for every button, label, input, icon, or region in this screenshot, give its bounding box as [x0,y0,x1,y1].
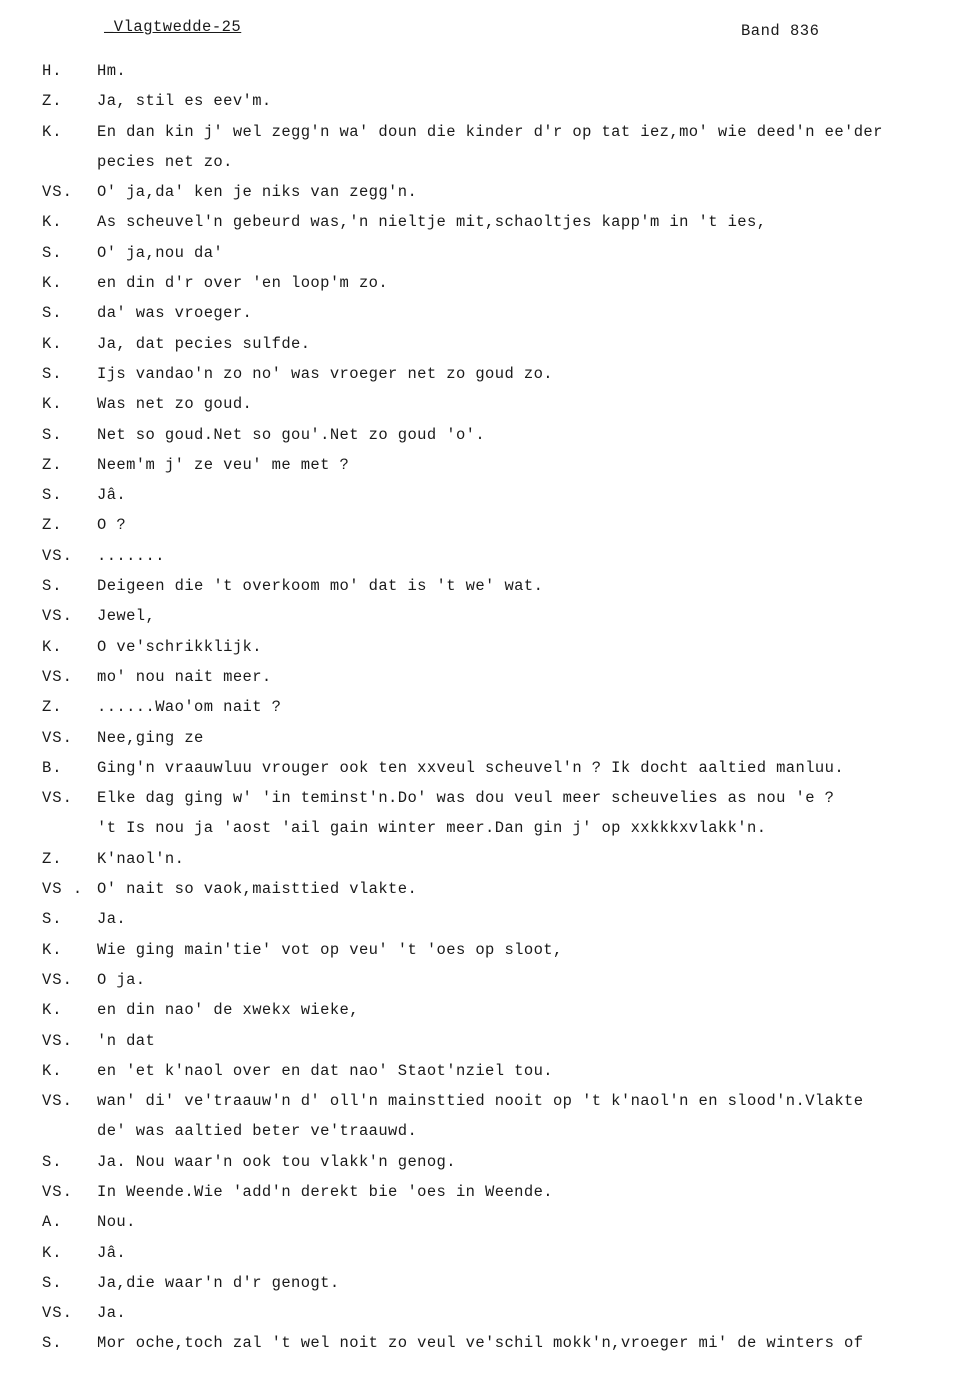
speaker-label: Z. [42,849,63,868]
band-number: Band 836 [741,22,820,40]
speaker-label: Z. [42,92,63,111]
utterance-text: Wie ging main'tie' vot op veu' 't 'oes op sloot, [97,940,563,959]
speaker-label: Z. [42,698,63,717]
speaker-label: VS. [42,607,73,626]
speaker-label: VS. [42,789,73,808]
utterance-text: Ja. Nou waar'n ook tou vlakk'n genog. [97,1152,456,1171]
transcript-line [0,1298,966,1328]
speaker-label: S. [42,577,63,596]
transcript-line [0,117,966,147]
utterance-text: Jâ. [97,486,127,505]
utterance-text: wan' di' ve'traauw'n d' oll'n mainsttied nooit op 't k'naol'n en slood'n.Vlakte [97,1092,864,1111]
speaker-label: VS. [42,1092,73,1111]
speaker-label: K. [42,1001,63,1020]
transcript-line [0,389,966,419]
utterance-text: Nou. [97,1213,136,1232]
transcript-line [0,1056,966,1086]
transcript-line [0,420,966,450]
transcript-line [0,207,966,237]
transcript-line [0,238,966,268]
transcript-line [0,995,966,1025]
transcript-line [0,1086,966,1116]
utterance-text: O' ja,da' ken je niks van zegg'n. [97,183,418,202]
transcript-line [0,874,966,904]
utterance-text: Ja, stil es eev'm. [97,92,272,111]
utterance-text: Ja, dat pecies sulfde. [97,334,311,353]
speaker-label: S. [42,364,63,383]
transcript-line [0,1268,966,1298]
transcript-line [0,541,966,571]
utterance-text: da' was vroeger. [97,304,253,323]
utterance-text: In Weende.Wie 'add'n derekt bie 'oes in Weende. [97,1182,553,1201]
transcript-line [0,723,966,753]
speaker-label: VS. [42,728,73,747]
transcript-line [0,359,966,389]
transcript-line [0,753,966,783]
utterance-text: Ja. [97,1304,127,1323]
speaker-label: VS. [42,970,73,989]
utterance-text: Net so goud.Net so gou'.Net zo goud 'o'. [97,425,486,444]
speaker-label: H. [42,62,63,80]
utterance-text: O ve'schrikklijk. [97,637,262,656]
speaker-label: S. [42,1273,63,1292]
speaker-label: K. [42,395,63,414]
utterance-text: 'n dat [97,1031,156,1050]
utterance-text: Deigeen die 't overkoom mo' dat is 't we' wat. [97,577,544,596]
transcript-line [0,510,966,540]
utterance-text: ......Wao'om nait ? [97,698,282,717]
transcript-line [0,965,966,995]
transcript-line [0,1207,966,1237]
transcript-body [0,56,966,1359]
utterance-text: Mor oche,toch zal 't wel noit zo veul ve'schil mokk'n,vroeger mi' de winters of [97,1334,864,1353]
speaker-label: VS. [42,1031,73,1050]
utterance-text: As scheuvel'n gebeurd was,'n nieltje mit,schaoltjes kapp'm in 't ies, [97,213,767,232]
document-title: _Vlagtwedde-25 [104,18,242,36]
utterance-text: Nee,ging ze [97,728,204,747]
utterance-text: Was net zo goud. [97,395,253,414]
transcript-line [0,1116,966,1146]
utterance-text: pecies net zo. [97,152,233,171]
transcript-line [0,480,966,510]
speaker-label: B. [42,758,63,777]
speaker-label: S. [42,910,63,929]
speaker-label: VS. [42,1182,73,1201]
speaker-label: S. [42,1152,63,1171]
speaker-label: K. [42,1061,63,1080]
transcript-line [0,601,966,631]
transcript-line [0,632,966,662]
speaker-label: S. [42,486,63,505]
utterance-text: en din d'r over 'en loop'm zo. [97,274,389,293]
speaker-label: S. [42,1334,63,1353]
utterance-text: mo' nou nait meer. [97,667,272,686]
transcript-line [0,692,966,722]
utterance-text: O' nait so vaok,maisttied vlakte. [97,880,418,899]
transcript-line [0,147,966,177]
utterance-text: en din nao' de xwekx wieke, [97,1001,359,1020]
transcript-line [0,783,966,813]
speaker-label: K. [42,1243,63,1262]
transcript-line [0,904,966,934]
utterance-text: Jâ. [97,1243,127,1262]
utterance-text: Neem'm j' ze veu' me met ? [97,455,350,474]
speaker-label: VS. [42,1304,73,1323]
transcript-line [0,662,966,692]
transcript-line [0,571,966,601]
speaker-label: S. [42,425,63,444]
utterance-text: O ja. [97,970,146,989]
utterance-text: Ja,die waar'n d'r genogt. [97,1273,340,1292]
transcript-line [0,177,966,207]
utterance-text: Ja. [97,910,127,929]
speaker-label: K. [42,940,63,959]
speaker-label: VS. [42,546,73,565]
transcript-line [0,1328,966,1358]
speaker-label: K. [42,334,63,353]
transcript-line [0,935,966,965]
transcript-line [0,1026,966,1056]
speaker-label: S. [42,304,63,323]
speaker-label: K. [42,274,63,293]
speaker-label: S. [42,243,63,262]
page-header [0,18,966,46]
utterance-text: O' ja,nou da' [97,243,224,262]
utterance-text: Hm. [97,62,127,80]
transcript-line [0,268,966,298]
transcript-line [0,844,966,874]
speaker-label: Z. [42,516,63,535]
transcript-line [0,450,966,480]
transcript-line [0,329,966,359]
transcript-line [0,813,966,843]
speaker-label: VS. [42,667,73,686]
utterance-text: en 'et k'naol over en dat nao' Staot'nziel tou. [97,1061,553,1080]
speaker-label: VS. [42,183,73,202]
speaker-label: K. [42,122,63,141]
transcript-line [0,298,966,328]
transcript-line [0,1238,966,1268]
utterance-text: Elke dag ging w' 'in teminst'n.Do' was dou veul meer scheuvelies as nou 'e ? [97,789,835,808]
utterance-text: O ? [97,516,127,535]
utterance-text: Ijs vandao'n zo no' was vroeger net zo goud zo. [97,364,553,383]
speaker-label: A. [42,1213,63,1232]
transcript-line [0,86,966,116]
utterance-text: Jewel, [97,607,156,626]
transcript-line [0,56,966,86]
speaker-label: VS . [42,880,84,899]
speaker-label: K. [42,213,63,232]
transcript-line [0,1177,966,1207]
utterance-text: de' was aaltied beter ve'traauwd. [97,1122,418,1141]
utterance-text: K'naol'n. [97,849,185,868]
speaker-label: Z. [42,455,63,474]
transcript-line [0,1147,966,1177]
utterance-text: ....... [97,546,165,565]
utterance-text: En dan kin j' wel zegg'n wa' doun die kinder d'r op tat iez,mo' wie deed'n ee'der [97,122,883,141]
speaker-label: K. [42,637,63,656]
utterance-text: 't Is nou ja 'aost 'ail gain winter meer.Dan gin j' op xxkkkxvlakk'n. [97,819,767,838]
utterance-text: Ging'n vraauwluu vrouger ook ten xxveul scheuvel'n ? Ik docht aaltied manluu. [97,758,845,777]
